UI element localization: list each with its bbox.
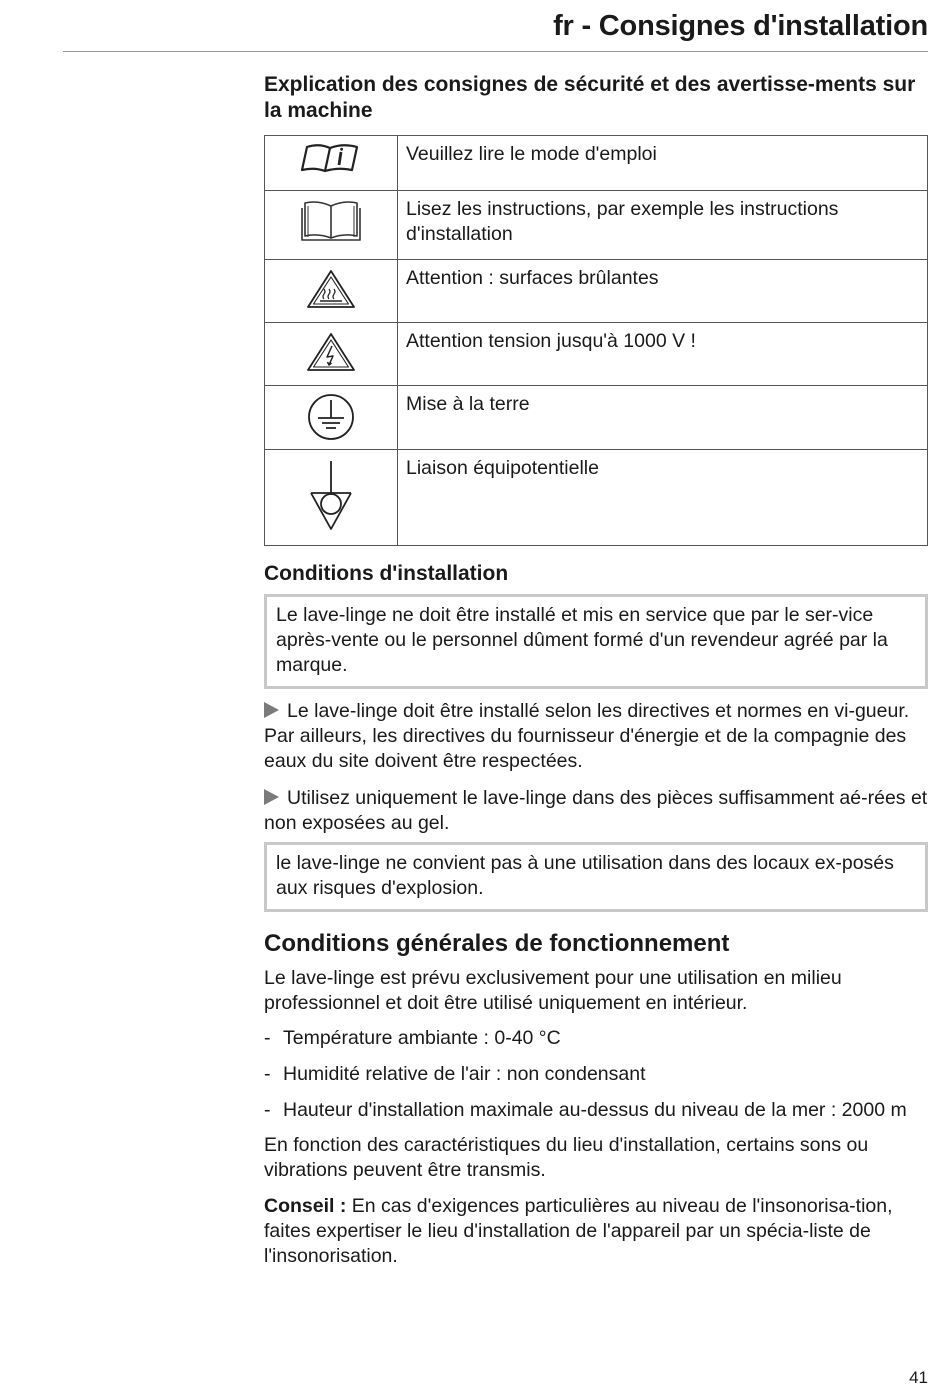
header-divider: [63, 51, 928, 52]
general-intro: Le lave-linge est prévu exclusivement pour une utilisation en milieu professionnel et doit être utilisé uniquement en intérieur.: [264, 967, 842, 1014]
table-row: [265, 386, 928, 450]
list-item: - Humidité relative de l'air : non condensant: [264, 1063, 646, 1085]
page-number: 41: [909, 1368, 928, 1387]
conditions-list: [264, 1026, 928, 1123]
table-cell: Lisez les instructions, par exemple les instructions d'installation: [398, 191, 928, 260]
list-dash: -: [264, 1063, 271, 1085]
page-header-title: fr - Consignes d'installation: [553, 10, 928, 42]
list-dash: -: [264, 1099, 271, 1121]
notice-box: Le lave-linge ne doit être installé et mis en service que par le ser-vice après-vente ou le personnel dûment formé d'un revendeur agréé par la marque.: [264, 594, 928, 689]
table-row: [265, 450, 928, 546]
table-row: [265, 136, 928, 191]
vibration-paragraph: En fonction des caractéristiques du lieu d'installation, certains sons ou vibrations peuvent être transmis.: [264, 1134, 869, 1181]
arrow-bullet-icon: [264, 789, 279, 805]
tip-label: Conseil :: [264, 1195, 347, 1217]
bullet-text: Utilisez uniquement le lave-linge dans des pièces suffisamment aé-rées et non exposées au gel.: [264, 787, 928, 834]
arrow-bullet-icon: [264, 702, 279, 718]
table-cell: Veuillez lire le mode d'emploi: [398, 136, 928, 191]
bullet-paragraph: [264, 699, 928, 774]
general-heading: Conditions générales de fonctionnement: [264, 930, 730, 957]
page-content: [264, 72, 928, 1269]
safety-symbols-table: [264, 135, 928, 546]
notice-box: le lave-linge ne convient pas à une utilisation dans des locaux ex-posés aux risques d'explosion.: [264, 842, 928, 912]
tip-text: En cas d'exigences particulières au niveau de l'insonorisa-tion, faites expertiser le lieu d'installation de l'appareil par un spécia-liste de l'insonorisation.: [264, 1195, 893, 1267]
tip-paragraph: [264, 1194, 928, 1269]
list-item: - Hauteur d'installation maximale au-dessus du niveau de la mer : 2000 m: [264, 1099, 907, 1121]
manual-info-icon: [297, 141, 365, 180]
ground-icon: [306, 392, 356, 447]
equipotential-icon: [308, 459, 354, 538]
table-cell: Attention tension jusqu'à 1000 V !: [398, 323, 928, 386]
table-row: [265, 323, 928, 386]
list-dash: -: [264, 1027, 271, 1049]
table-row: [265, 260, 928, 323]
list-item: - Température ambiante : 0-40 °C: [264, 1027, 561, 1049]
high-voltage-warning-icon: [305, 331, 357, 378]
bullet-text: Le lave-linge doit être installé selon les directives et normes en vi-gueur. Par ailleurs, les directives du fournisseur d'énergie et de la compagnie des eaux du site doivent être respectées.: [264, 700, 910, 772]
hot-surface-warning-icon: [305, 268, 357, 315]
table-cell: Mise à la terre: [398, 386, 928, 450]
table-cell: Attention : surfaces brûlantes: [398, 260, 928, 323]
open-book-icon: [298, 198, 364, 251]
bullet-paragraph: [264, 786, 928, 836]
installation-heading: Conditions d'installation: [264, 562, 509, 585]
safety-heading: Explication des consignes de sécurité et des avertisse-ments sur la machine: [264, 73, 916, 122]
table-row: [265, 191, 928, 260]
table-cell: Liaison équipotentielle: [398, 450, 928, 546]
